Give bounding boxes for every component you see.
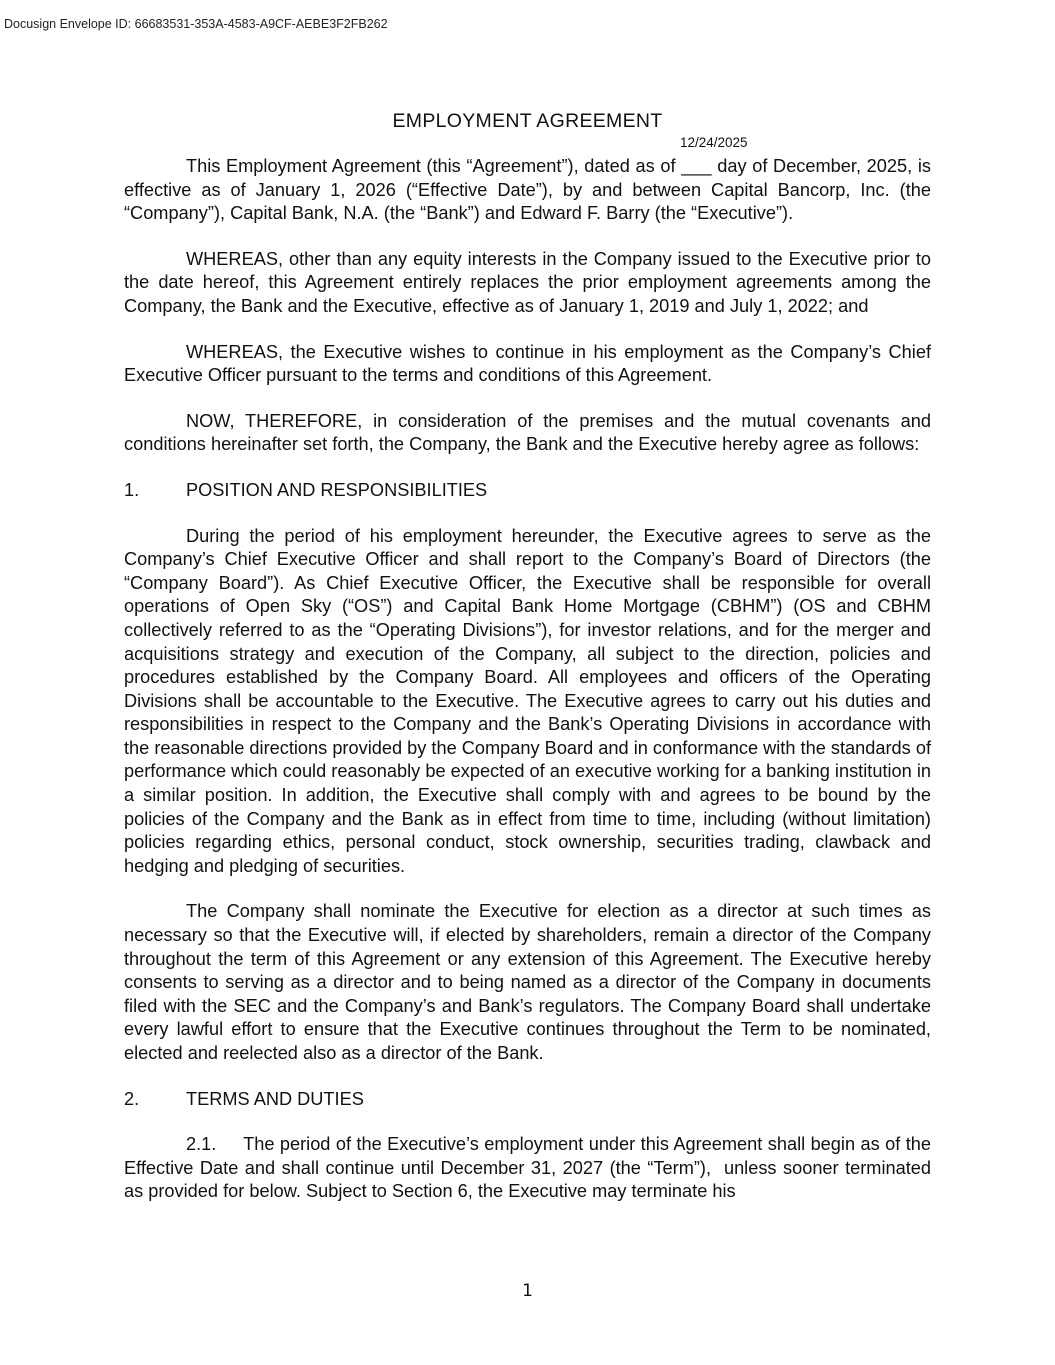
section-1-title: POSITION AND RESPONSIBILITIES [186,479,488,500]
section-1-paragraph-1: During the period of his employment hereunder, the Executive agrees to serve as the Company’s Chief Executive Officer and shall report to the Company’s Board of Directors (the “Company Board”). As Chief Executive Officer, the Executive shall be responsible for overall operations of Open Sky (“OS”) and Capital Bank Home Mortgage (CBHM”) (OS and CBHM collectively referred to as the “Operating Divisions”), for investor relations, and for the merger and acquisitions strategy and execution of the Company, all subject to the direction, policies and procedures established by the Company Board. All employees and officers of the Operating Divisions shall be accountable to the Executive. The Executive agrees to carry out his duties and responsibilities in respect to the Company and the Bank’s Operating Divisions in accordance with the reasonable directions provided by the Company Board and in conformance with the standards of performance which could reasonably be expected of an executive working for a banking institution in a similar position. In addition, the Executive shall comply with and agrees to be bound by the policies of the Company and the Bank as in effect from time to time, including (without limitation) policies regarding ethics, personal conduct, stock ownership, securities trading, clawback and hedging and pledging of securities. [124,525,931,876]
document-page [124,106,937,1204]
page-number: 1 [522,1281,533,1301]
section-1-number: 1. [124,479,140,500]
section-2-number: 2. [124,1088,140,1109]
whereas-paragraph-2: WHEREAS, the Executive wishes to continue in his employment as the Company’s Chief Executive Officer pursuant to the terms and conditions of this Agreement. [124,341,931,386]
section-1-heading [124,479,931,503]
intro-paragraph: This Employment Agreement (this “Agreement”), dated as of ___ day of December, 2025, is effective as of January 1, 2026 (“Effective Date”), by and between Capital Bancorp, Inc. (the “Company”), Capital Bank, N.A. (the “Bank”) and Edward F. Barry (the “Executive”). [124,156,931,224]
whereas-paragraph-1: WHEREAS, other than any equity interests in the Company issued to the Executive prior to the date hereof, this Agreement entirely replaces the prior employment agreements among the Company, the Bank and the Executive, effective as of January 1, 2019 and July 1, 2022; and [124,248,931,316]
signature-date-stamp: 12/24/2025 [680,135,748,150]
docusign-envelope-id: Docusign Envelope ID: 66683531-353A-4583-A9CF-AEBE3F2FB262 [4,17,388,31]
now-therefore-paragraph: NOW, THEREFORE, in consideration of the premises and the mutual covenants and conditions hereinafter set forth, the Company, the Bank and the Executive hereby agree as follows: [124,410,931,455]
document-title: EMPLOYMENT AGREEMENT [392,110,663,132]
section-2-heading [124,1088,931,1112]
section-1-paragraph-2: The Company shall nominate the Executive for election as a director at such times as necessary so that the Executive will, if elected by shareholders, remain a director of the Company throughout the term of this Agreement or any extension of this Agreement. The Executive hereby consents to serving as a director and to being named as a director of the Company in documents filed with the SEC and the Company’s and Bank’s regulators. The Company Board shall undertake every lawful effort to ensure that the Executive continues throughout the Term to be nominated, elected and reelected also as a director of the Bank. [124,901,931,1063]
section-2-1-paragraph: 2.1. The period of the Executive’s employment under this Agreement shall begin as of the Effective Date and shall continue until December 31, 2027 (the “Term”), unless sooner terminated as provided for below. Subject to Section 6, the Executive may terminate his [124,1134,937,1202]
section-2-title: TERMS AND DUTIES [186,1088,364,1109]
